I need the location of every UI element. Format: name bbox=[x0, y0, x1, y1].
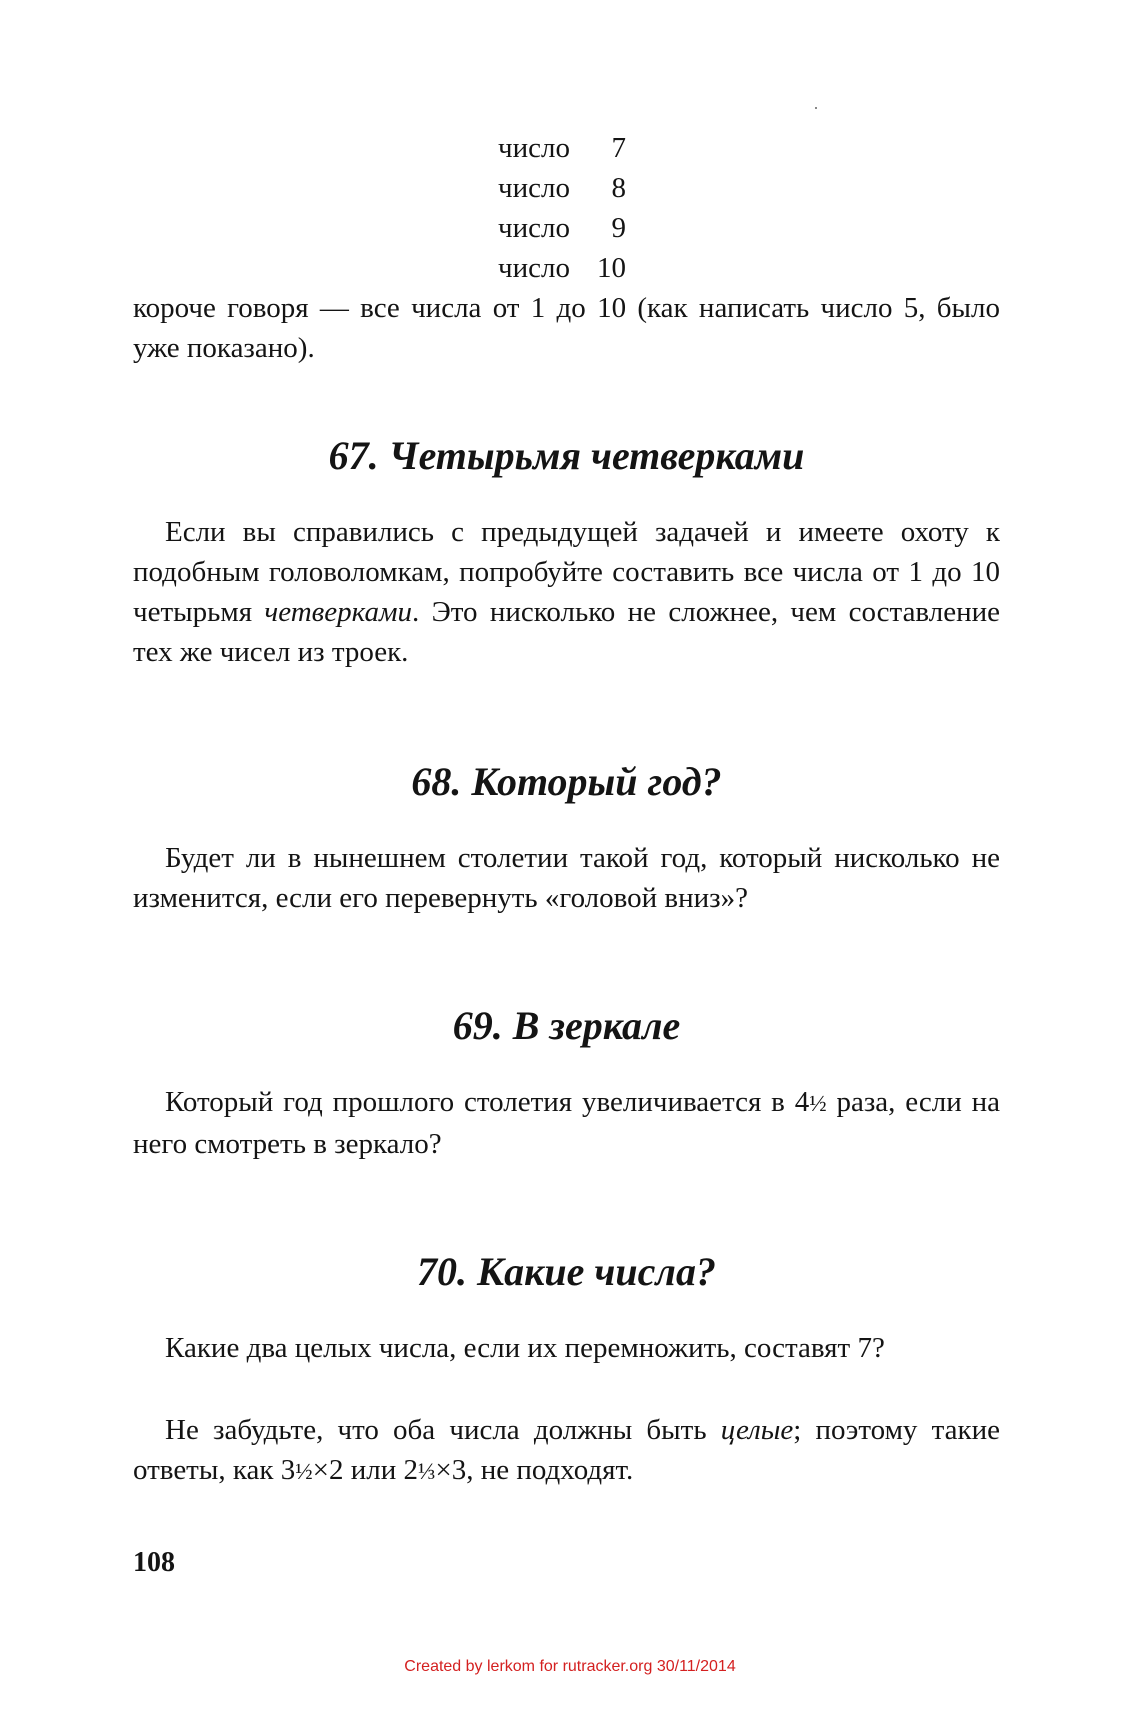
problem-70-heading: 70. Какие числа? bbox=[417, 1249, 716, 1294]
problem-70-note: Не забудьте, что оба числа должны быть целые; поэтому такие ответы, как 3½×2 или 2⅓×3, не подходят. bbox=[133, 1414, 1000, 1486]
problem-68-heading: 68. Который год? bbox=[411, 759, 722, 804]
list-item: число 8 bbox=[498, 172, 626, 204]
watermark: Created by lerkom for rutracker.org 30/11/2014 bbox=[404, 1658, 736, 1675]
list-item: число 10 bbox=[498, 252, 626, 284]
intro-paragraph: короче говоря — все числа от 1 до 10 (как написать число 5, было уже показано). bbox=[133, 292, 1000, 364]
fraction: ½ bbox=[295, 1459, 313, 1485]
problem-68-text: Будет ли в нынешнем столетии такой год, который нисколько не изменится, если его перевернуть «головой вниз»? bbox=[133, 842, 1000, 914]
list-item: число 7 bbox=[498, 132, 626, 164]
number-list bbox=[498, 128, 626, 288]
speck bbox=[815, 107, 817, 109]
problem-67-heading: 67. Четырьмя четверками bbox=[328, 433, 805, 478]
problem-69-text: Который год прошлого столетия увеличивается в 4½ раза, если на него смотреть в зеркало? bbox=[133, 1086, 1000, 1160]
problem-70-text: Какие два целых числа, если их перемножить, составят 7? bbox=[165, 1332, 885, 1364]
fraction: ⅓ bbox=[417, 1459, 436, 1485]
emphasis: четверками bbox=[264, 596, 412, 628]
list-item: число 9 bbox=[498, 212, 626, 244]
problem-69-heading: 69. В зеркале bbox=[452, 1003, 681, 1048]
problem-67-text: Если вы справились с предыдущей задачей и имеете охоту к подобным головоломкам, попробуйте составить все числа от 1 до 10 четырьмя четверками. Это нисколько не сложнее, чем составление тех же чисел из троек. bbox=[133, 516, 1001, 668]
page-number: 108 bbox=[133, 1547, 175, 1578]
emphasis: целые bbox=[720, 1414, 794, 1446]
fraction: ½ bbox=[809, 1091, 827, 1117]
